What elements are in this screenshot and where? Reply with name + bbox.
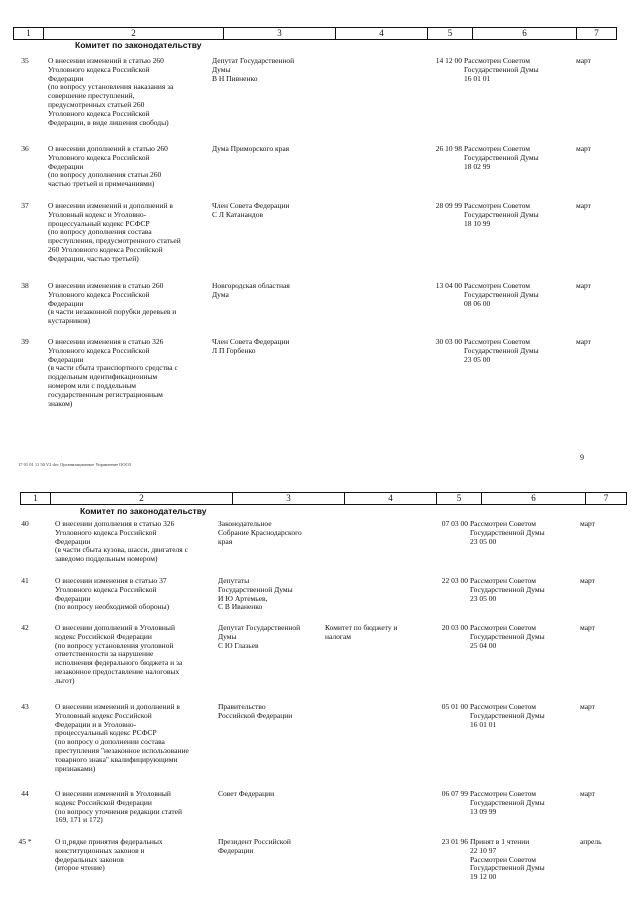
row-author: Дума Приморского края [212, 144, 290, 153]
row-number: 41 [21, 576, 29, 585]
committee-heading: Комитет по законодательству [80, 506, 207, 516]
row-status: Рассмотрен Советом Государственной Думы 18 10 99 [464, 201, 539, 228]
row-month: март [580, 702, 595, 711]
row-date: 20 03 00 [441, 623, 468, 632]
row-title: О внесении дополнений в Уголовный кодекс Российской Федерации (по вопросу установления уголовной ответственности за нарушение исполнения федерального бюджета и за незаконное предоставление налоговых льгот) [55, 623, 183, 685]
row-month: апрель [580, 837, 602, 846]
header-col-4: 4 [345, 493, 437, 504]
header-col-7: 7 [594, 28, 599, 38]
table-header [13, 27, 617, 40]
row-author: Новгородская областная Дума [212, 281, 290, 299]
row-author: Президент Российской Федерации [218, 837, 291, 855]
row-month: март [580, 623, 595, 632]
row-title: О внесении изменений и дополнений в Уголовный кодекс Российской Федерации и в Уголовно- процессуальный кодекс РСФСР (по вопросу о дополнении состава преступления "незаконное использование товарного знака" квалифицирующими признаками) [55, 702, 189, 773]
row-title: О внесении дополнения в статью 326 Уголовного кодекса Российской Федерации (в части сбыта кузова, шасси, двигателя с заведомо поддельным номером) [55, 519, 188, 564]
row-date: 07 03 00 [441, 519, 468, 528]
row-title: О внесении изменения в статью 260 Уголовного кодекса Российской Федерации (в части незаконной порубки деревьев и кустарников) [48, 281, 177, 326]
row-date: 22 03 00 [441, 576, 468, 585]
row-number: 44 [21, 789, 29, 798]
header-col-5: 5 [428, 28, 473, 39]
row-status: Рассмотрен Советом Государственной Думы 18 02 99 [464, 144, 539, 171]
row-status: Рассмотрен Советом Государственной Думы 23 05 00 [470, 576, 545, 603]
row-number: 42 [21, 623, 29, 632]
row-title: О внесении изменений в Уголовный кодекс Российской Федерации (по вопросу уточнения редакции статей 169, 171 и 172) [55, 789, 183, 825]
row-author: Депутат Государственной Думы В Н Пивненко [212, 56, 295, 83]
row-author: Совет Федерации [218, 789, 275, 798]
row-title: О внесении изменений в статью 260 Уголовного кодекса Российской Федерации (по вопросу установления наказания за совершение преступлений, предусмотренных статьей 260 Уголовного кодекса Российской Федерации, в виде лишения свободы) [48, 56, 174, 127]
row-title: О внесении дополнений в статью 260 Уголовного кодекса Российской Федерации (по вопросу дополнения статьи 260 частью третьей и примечаниями) [48, 144, 168, 189]
header-col-6: 6 [482, 493, 586, 504]
row-number: 36 [21, 144, 29, 153]
row-status: Рассмотрен Советом Государственной Думы 08 06 00 [464, 281, 539, 308]
row-author: Депутаты Государственной Думы И Ю Артемьев, С В Иваненко [218, 576, 293, 612]
row-date: 30 03 00 [435, 337, 462, 346]
row-number: 35 [21, 56, 29, 65]
row-month: март [580, 519, 595, 528]
header-col-5: 5 [437, 493, 482, 504]
row-date: 23 01 96 [441, 837, 468, 846]
row-number: 39 [21, 337, 29, 346]
page-number: 9 [580, 453, 584, 462]
row-number: 43 [21, 702, 29, 711]
row-number: 38 [21, 281, 29, 290]
footer-file-tag: 17 01 01 11 50 V2 doc Организационное Управление ООО3 [18, 462, 132, 467]
row-month: март [580, 576, 595, 585]
header-col-3: 3 [233, 493, 345, 504]
row-author: Член Совета Федерации Л П Горбенко [212, 337, 290, 355]
header-col-4: 4 [336, 28, 428, 39]
row-status: Рассмотрен Советом Государственной Думы 23 05 00 [470, 519, 545, 546]
row-author: Депутат Государственной Думы С Ю Глазьев [218, 623, 301, 650]
row-month: март [576, 281, 591, 290]
row-title: О внесении изменения в статью 37 Уголовного кодекса Российской Федерации (по вопросу необходимой обороны) [55, 576, 170, 612]
header-col-2: 2 [44, 28, 224, 39]
header-col-6: 6 [473, 28, 577, 39]
row-number: 37 [21, 201, 29, 210]
row-number: 45 * [18, 837, 32, 846]
table-header [20, 492, 627, 505]
header-col-1: 1 [14, 28, 44, 39]
header-col-3: 3 [224, 28, 336, 39]
row-author: Член Совета Федерации С Л Катанандов [212, 201, 290, 219]
row-date: 13 04 00 [435, 281, 462, 290]
row-month: март [576, 144, 591, 153]
row-title: О внесении изменений и дополнений в Уголовный кодекс и Уголовно- процессуальный кодекс РСФСР (по вопросу дополнения состава преступления, предусмотренного статьей 260 Уголовного кодекса Российской Федерации, частью третьей) [48, 201, 181, 263]
row-month: март [576, 201, 591, 210]
row-number: 40 [21, 519, 29, 528]
row-status: Рассмотрен Советом Государственной Думы 23 05 00 [464, 337, 539, 364]
row-status: Рассмотрен Советом Государственной Думы 25 04 00 [470, 623, 545, 650]
row-status: Принят в 1 чтении 22 10 97 Рассмотрен Советом Государственной Думы 19 12 00 [470, 837, 545, 882]
row-status: Рассмотрен Советом Государственной Думы 16 01 01 [470, 702, 545, 729]
row-date: 05 01 00 [441, 702, 468, 711]
row-month: март [576, 56, 591, 65]
row-date: 14 12 00 [435, 56, 462, 65]
row-status: Рассмотрен Советом Государственной Думы 13 09 99 [470, 789, 545, 816]
header-col-7: 7 [603, 493, 609, 503]
row-date: 26 10 98 [435, 144, 462, 153]
row-author: Правительство Российской Федерации [218, 702, 293, 720]
row-title: О п¸рядке принятия федеральных конституционных законов и федеральных законов (второе чтение) [55, 837, 163, 873]
row-committee: Комитет по бюджету и налогам [325, 623, 398, 641]
row-month: март [580, 789, 595, 798]
row-month: март [576, 337, 591, 346]
row-status: Рассмотрен Советом Государственной Думы 16 01 01 [464, 56, 539, 83]
row-author: Законодательное Собрание Краснодарского края [218, 519, 302, 546]
row-title: О внесении изменения в статью 326 Уголовного кодекса Российской Федерации (в части сбыта транспортного средства с поддельным идентификационным номером или с поддельным государственным регистрационным знаком) [48, 337, 178, 408]
header-col-1: 1 [21, 493, 51, 504]
header-col-2: 2 [51, 493, 233, 504]
committee-heading: Комитет по законодательству [75, 40, 202, 50]
row-date: 06 07 99 [441, 789, 468, 798]
row-date: 28 09 99 [435, 201, 462, 210]
